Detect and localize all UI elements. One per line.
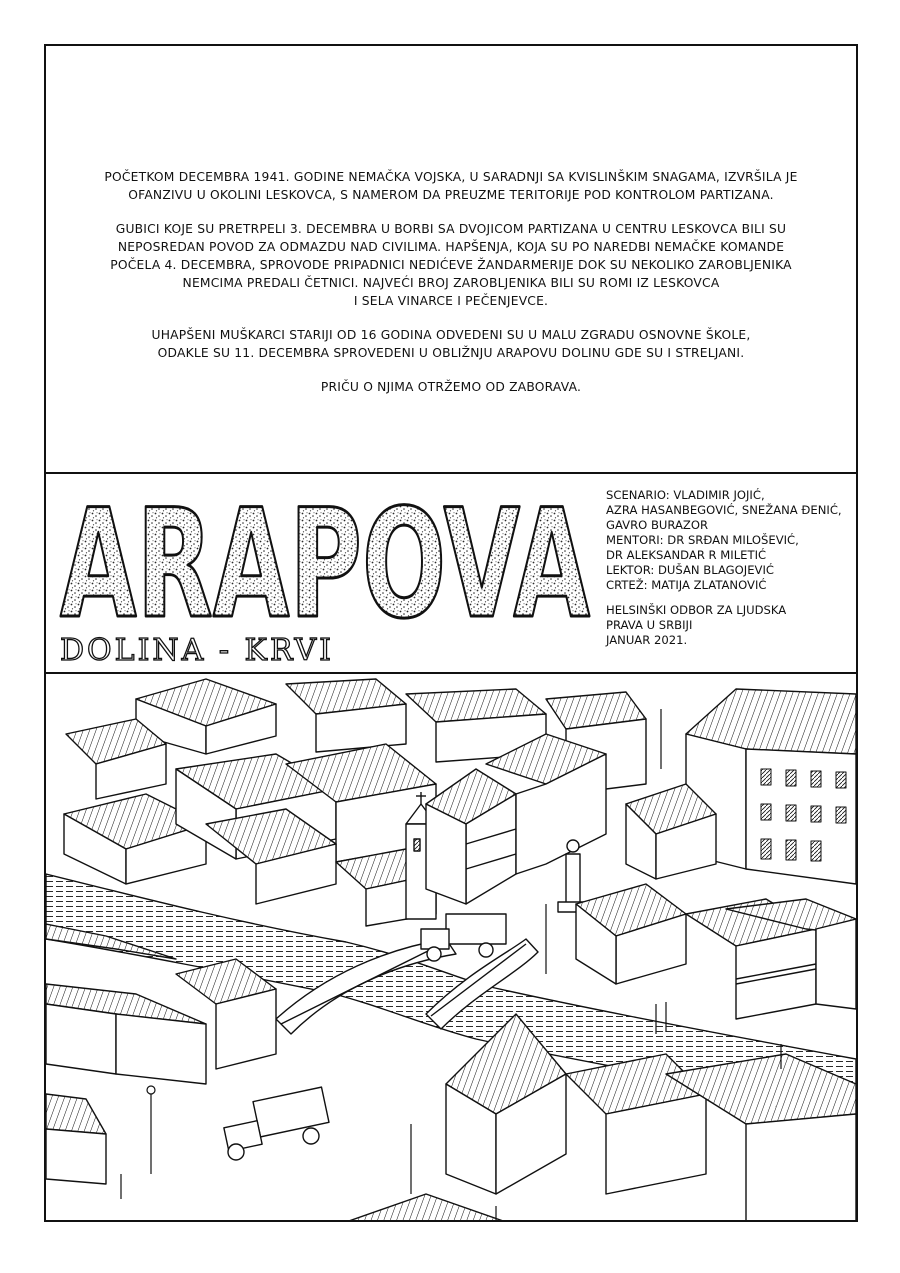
credit-line: LEKTOR: DUŠAN BLAGOJEVIĆ [606,563,774,577]
military-truck [224,1087,329,1160]
intro-line: ODAKLE SU 11. DECEMBRA SPROVEDENI U OBLIŽNJU ARAPOVU DOLINU GDE SU I STRELJANI. [157,346,745,360]
intro-line: UHAPŠENI MUŠKARCI STARIJI OD 16 GODINA ODVEDENI SU U MALU ZGRADU OSNOVNE ŠKOLE, [151,328,751,342]
intro-panel [46,46,856,474]
credit-line: SCENARIO: VLADIMIR JOJIĆ, [606,488,765,502]
intro-line: I SELA VINARCE I PEČENJEVCE. [353,294,549,308]
town-illustration-panel [46,674,856,1220]
intro-paragraph-1 [60,168,842,204]
publication-date: JANUAR 2021. [606,633,688,647]
publisher-line: PRAVA U SRBIJI [606,618,693,632]
intro-line: PRIČU O NJIMA OTRŽEMO OD ZABORAVA. [320,380,582,394]
intro-line: POČELA 4. DECEMBRA, SPROVODE PRIPADNICI NEDIĆEVE ŽANDARMERIJE DOK SU NEKOLIKO ZAROBLJENIKA [110,258,792,272]
intro-paragraph-3 [60,326,842,362]
title-panel [46,474,856,674]
comic-page [44,44,858,1222]
title-subtitle: DOLINA - KRVI [60,633,334,668]
intro-text [60,168,842,412]
right-middle-houses [576,884,856,1019]
credit-line: CRTEŽ: MATIJA ZLATANOVIĆ [606,578,767,592]
credit-line: AZRA HASANBEGOVIĆ, SNEŽANA ĐENIĆ, [606,503,842,517]
title-main: ARAPOVA [60,484,590,624]
title-logo [56,484,596,624]
credit-line: DR ALEKSANDAR R MILETIĆ [606,548,767,562]
intro-line: NEPOSREDAN POVOD ZA ODMAZDU NAD CIVILIMA. HAPŠENJA, KOJA SU PO NAREDBI NEMAČKE KOMANDE [117,240,785,254]
intro-paragraph-2 [60,220,842,310]
town-illustration [46,674,856,1220]
credit-line: GAVRO BURAZOR [606,518,709,532]
intro-line: NEMCIMA PREDALI ČETNICI. NAJVEĆI BROJ ZAROBLJENIKA BILI SU ROMI IZ LESKOVCA [182,276,720,290]
intro-line: GUBICI KOJE SU PRETRPELI 3. DECEMBRA U BORBI SA DVOJICOM PARTIZANA U CENTRU LESKOVCA BILI SU [115,222,787,236]
military-truck [421,914,506,961]
credit-line: MENTORI: DR SRĐAN MILOŠEVIĆ, [606,533,799,547]
intro-line: POČETKOM DECEMBRA 1941. GODINE NEMAČKA VOJSKA, U SARADNJI SA KVISLINŠKIM SNAGAMA, IZVRŠILA JE [104,170,798,184]
intro-line: OFANZIVU U OKOLINI LESKOVCA, S NAMEROM DA PREUZME TERITORIJE POD KONTROLOM PARTIZANA. [128,188,774,202]
publisher-line: HELSINŠKI ODBOR ZA LJUDSKA [606,603,787,617]
intro-paragraph-4 [60,378,842,396]
credits-block [606,488,856,648]
